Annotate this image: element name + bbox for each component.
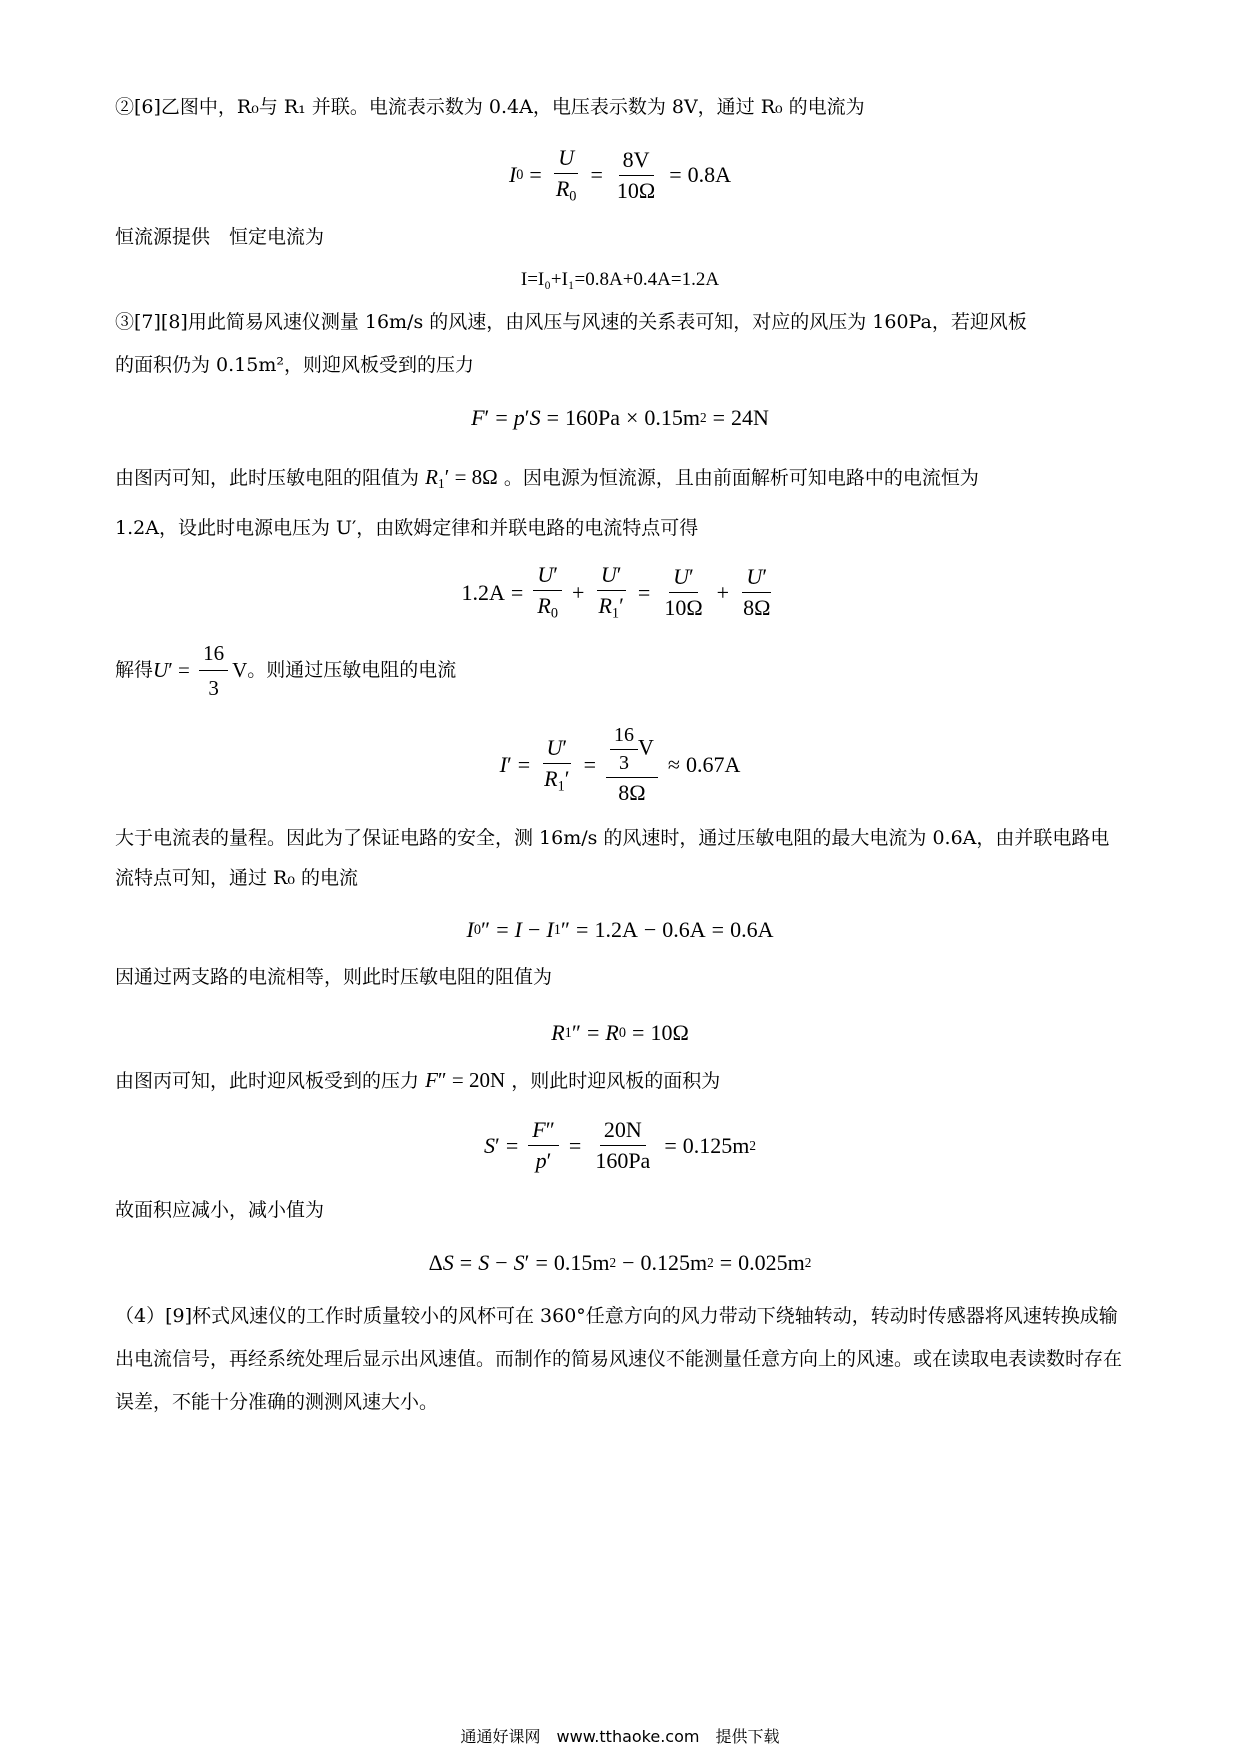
equation-area: S ′ = $\frac{F''}{p'}$ = $\frac{20N}{160Pa}$ = 0.125m 2 xyxy=(484,1117,756,1173)
inline-u-value: U ′ = $\frac{16}{3}$ V xyxy=(153,638,247,703)
paragraph-4a-pre: 由图丙可知，此时压敏电阻的阻值为 xyxy=(115,467,420,489)
equation-i-prime: I ′ = $\frac{U'}{R_1'}$ = $\frac{16}{3}$ V 8Ω ≈ 0.67A xyxy=(499,724,741,805)
equation-delta-area: Δ S = S − S ′ = 0.15m 2 − 0.125m 2 = 0.025m 2 xyxy=(428,1249,812,1275)
paragraph-1: ②[6]乙图中，R₀与 R₁ 并联。电流表示数为 0.4A，电压表示数为 8V，通过 R₀ 的电流为 xyxy=(115,96,865,118)
paragraph-9: 故面积应减小，减小值为 xyxy=(115,1199,325,1221)
inline-r1-value: $R_1' = 8\Omega$ xyxy=(425,465,498,492)
paragraph-7: 因通过两支路的电流相等，则此时压敏电阻的阻值为 xyxy=(115,966,553,988)
paragraph-8 xyxy=(115,1065,720,1096)
paragraph-5-pre: 解得 xyxy=(115,659,154,681)
paragraph-2: 恒流源提供 恒定电流为 xyxy=(115,226,325,248)
equation-r1-double-prime: R 1 ″ = R 0 = 10Ω xyxy=(551,1020,689,1045)
paragraph-5 xyxy=(115,642,456,698)
page-footer: 通通好课网 www.tthaoke.com 提供下载 xyxy=(460,1727,780,1746)
paragraph-5-post: 。则通过压敏电阻的电流 xyxy=(247,659,457,681)
paragraph-4b: 1.2A，设此时电源电压为 U′，由欧姆定律和并联电路的电流特点可得 xyxy=(115,517,699,539)
paragraph-8-pre: 由图丙可知，此时迎风板受到的压力 xyxy=(115,1070,420,1092)
equation-i0-double-prime: I 0 ″ = I − I 1 ″ = 1.2A − 0.6A = 0.6A xyxy=(466,917,774,942)
paragraph-6: 大于电流表的量程。因此为了保证电路的安全，测 16m/s 的风速时，通过压敏电阻的最大电流为 0.6A，由并联电路电流特点可知，通过 R₀ 的电流 xyxy=(115,827,1110,889)
equation-total-current: I=I₀+I₁=0.8A+0.4A=1.2A xyxy=(520,269,720,290)
equation-ohm-parallel: 1.2A = $\frac{U'}{R_0}$ + $\frac{U'}{R_1'}$ = $\frac{U'}{10\Omega}$ + $\frac{U'}{8\Omega}$ xyxy=(461,562,771,622)
equation-i0: I 0 = $\frac{U}{R_0}$ = $\frac{8V}{10\Omega}$ = 0.8A xyxy=(508,144,732,205)
paragraph-4a-post: 。因电源为恒流源，且由前面解析可知电路中的电流恒为 xyxy=(503,467,979,489)
paragraph-4a xyxy=(115,462,979,499)
paragraph-3b: 的面积仍为 0.15m²，则迎风板受到的压力 xyxy=(115,354,474,376)
inline-f-value: F″ = 20N xyxy=(425,1068,506,1092)
equation-force: F ′ = p ′ S = 160Pa × 0.15m 2 = 24N xyxy=(471,405,769,430)
paragraph-8-post: ，则此时迎风板的面积为 xyxy=(511,1070,721,1092)
paragraph-10: （4）[9]杯式风速仪的工作时质量较小的风杯可在 360°任意方向的风力带动下绕轴转动，转动时传感器将风速转换成输出电流信号，再经系统处理后显示出风速值。而制作的简易风速仪不能测量任意方向上的风速。或在读取电表读数时存在误差，不能十分准确的测测风速大小。 xyxy=(115,1305,1123,1413)
paragraph-3a: ③[7][8]用此简易风速仪测量 16m/s 的风速，由风压与风速的关系表可知，对应的风压为 160Pa，若迎风板 xyxy=(115,311,1027,333)
